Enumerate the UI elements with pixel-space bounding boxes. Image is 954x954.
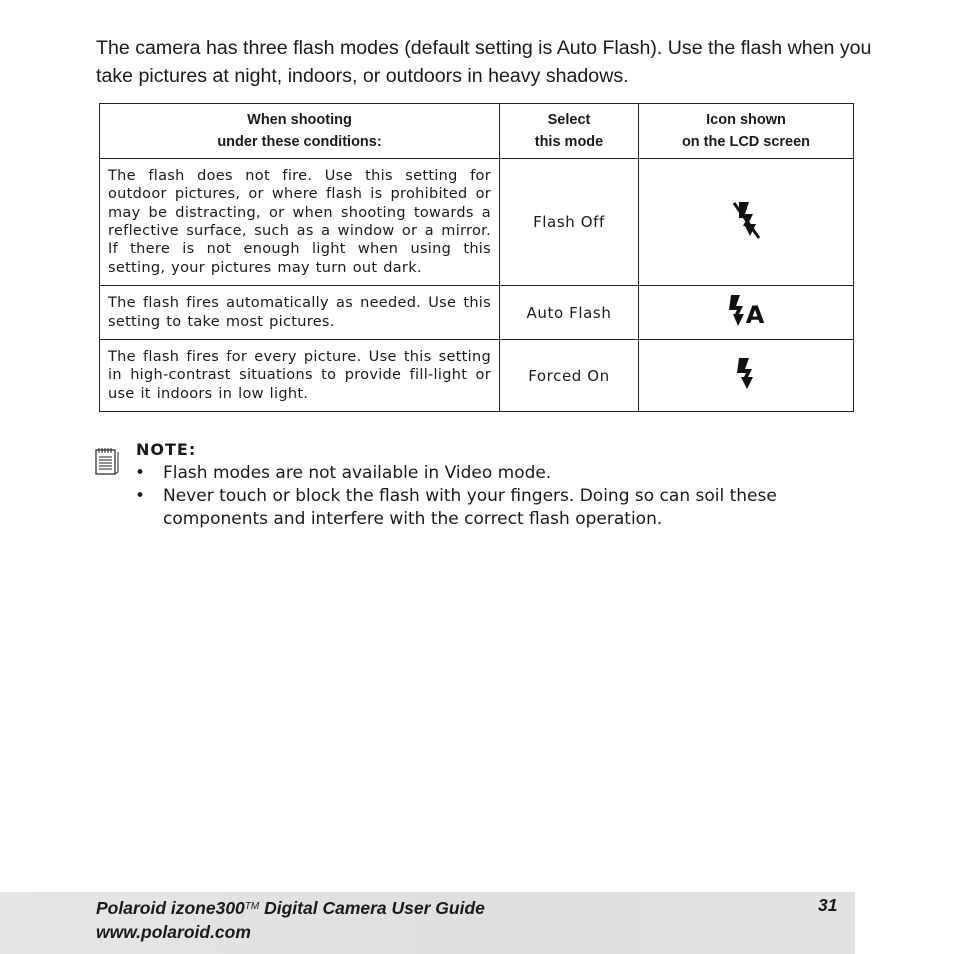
notepad-icon xyxy=(94,446,120,476)
page-number: 31 xyxy=(818,895,838,915)
bullet: • xyxy=(135,463,146,483)
icon-cell xyxy=(639,159,854,286)
table-row xyxy=(100,159,854,286)
header-line: Select xyxy=(547,112,591,128)
mode-cell: Flash Off xyxy=(500,159,639,286)
list-item xyxy=(135,485,835,531)
auto-flash-icon xyxy=(725,293,767,329)
header-line: this mode xyxy=(534,134,604,150)
footer-url[interactable]: www.polaroid.com xyxy=(96,922,251,942)
forced-flash-icon xyxy=(733,356,759,392)
header-line: under these conditions: xyxy=(217,134,382,150)
header-line: on the LCD screen xyxy=(681,134,811,150)
intro-paragraph: The camera has three flash modes (default setting is Auto Flash). Use the flash when you take pictures at night, indoors, or outdoors in heavy shadows. xyxy=(96,37,872,87)
flash-off-icon xyxy=(729,200,763,240)
footer-title-prefix: Polaroid izone300 xyxy=(96,898,245,918)
condition-cell: The flash fires for every picture. Use this setting in high-contrast situations to provide fill-light or use it indoors in low light. xyxy=(100,340,500,412)
auto-flash-letter: A xyxy=(745,300,765,329)
note-title: NOTE: xyxy=(136,440,197,459)
bullet: • xyxy=(135,486,146,506)
table-row xyxy=(100,286,854,340)
note-text: Never touch or block the flash with your fingers. Doing so can soil these components and interfere with the correct flash operation. xyxy=(163,486,777,529)
mode-cell: Auto Flash xyxy=(500,286,639,340)
table-header-row xyxy=(100,104,854,159)
footer-title xyxy=(96,898,485,919)
note-text: Flash modes are not available in Video mode. xyxy=(163,463,552,483)
note-list xyxy=(135,462,835,531)
table-row xyxy=(100,340,854,412)
flash-modes-table xyxy=(99,103,854,412)
header-icon xyxy=(639,104,854,159)
icon-cell xyxy=(639,286,854,340)
icon-cell xyxy=(639,340,854,412)
header-line: Icon shown xyxy=(706,112,786,128)
header-conditions xyxy=(100,104,500,159)
mode-cell: Forced On xyxy=(500,340,639,412)
header-line: When shooting xyxy=(247,112,352,128)
footer-title-suffix: Digital Camera User Guide xyxy=(259,898,485,918)
condition-cell: The flash fires automatically as needed. Use this setting to take most pictures. xyxy=(100,286,500,340)
list-item xyxy=(135,462,835,485)
header-mode xyxy=(500,104,639,159)
condition-cell: The flash does not fire. Use this setting for outdoor pictures, or where flash is prohibited or may be distracting, or when shooting towards a reflective surface, such as a window or a mirror. If there is not enough light when using this setting, your pictures may turn out dark. xyxy=(100,159,500,286)
trademark: TM xyxy=(244,901,260,912)
